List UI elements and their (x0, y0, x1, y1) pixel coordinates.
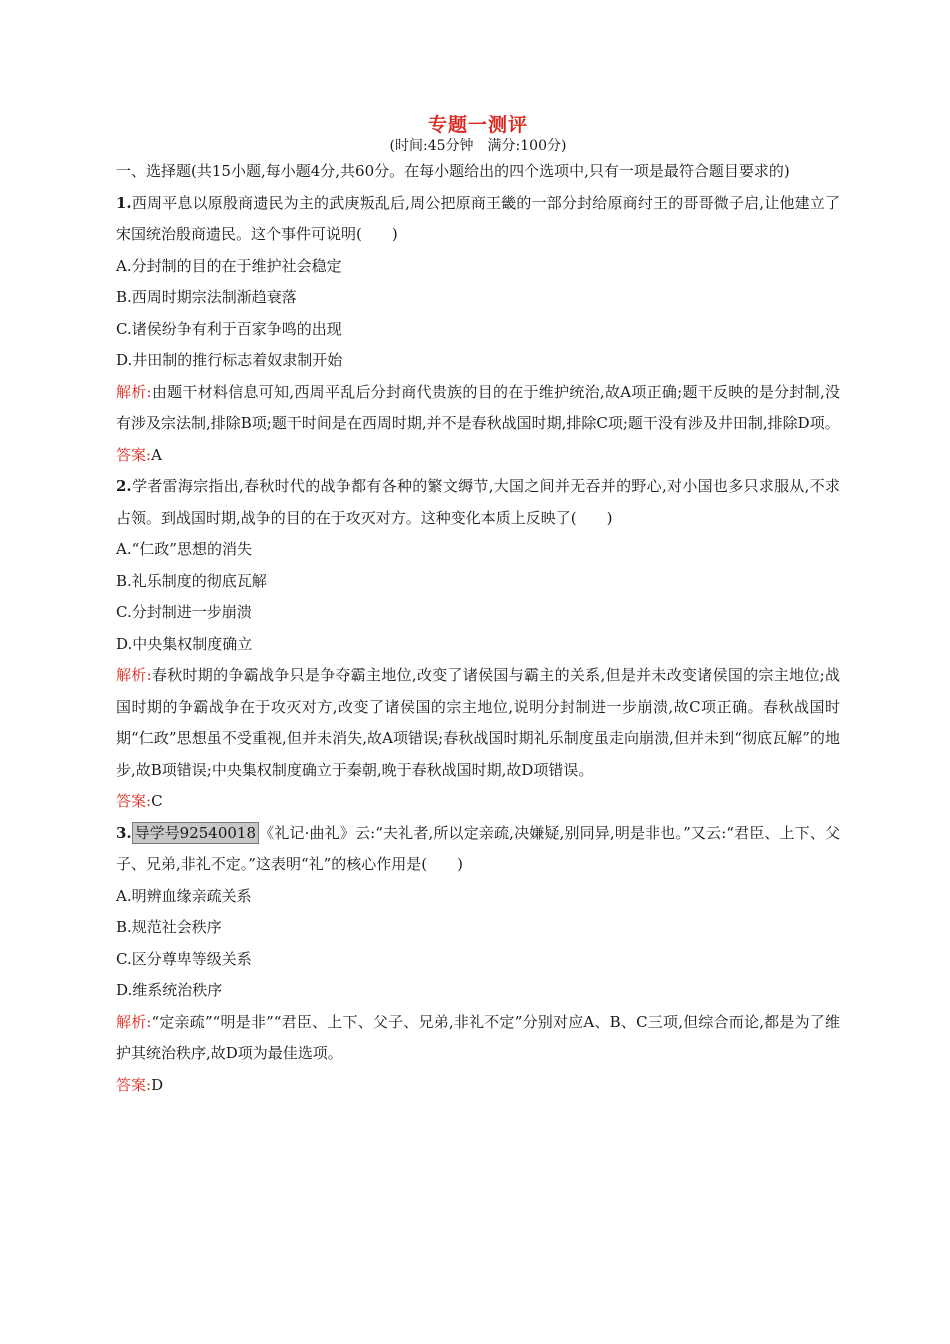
option-c: C.区分尊卑等级关系 (116, 949, 252, 968)
question-text: 西周平息以原殷商遗民为主的武庚叛乱后,周公把原商王畿的一部分封给原商纣王的哥哥微子启,让他建立了宋国统治殷商遗民。这个事件可说明( ) (116, 193, 840, 243)
answer-value: A (151, 445, 162, 464)
answer-value: C (151, 792, 163, 810)
answer-value: D (151, 1075, 164, 1094)
option-a: A.分封制的目的在于维护社会稳定 (116, 256, 342, 275)
analysis (116, 1007, 840, 1070)
question-text: 《礼记·曲礼》云:“夫礼者,所以定亲疏,决嫌疑,别同异,明是非也。”又云:“君臣、上下、父子、兄弟,非礼不定。”这表明“礼”的核心作用是( ) (116, 823, 840, 873)
question-stem (116, 471, 840, 534)
answer (116, 1070, 840, 1102)
option-c: C.诸侯纷争有利于百家争鸣的出现 (116, 319, 342, 338)
option-b: B.礼乐制度的彻底瓦解 (116, 571, 267, 590)
option-c: C.分封制进一步崩溃 (116, 603, 252, 621)
answer-label: 答案: (116, 445, 152, 464)
option-b: B.规范社会秩序 (116, 918, 222, 936)
question-text: 学者雷海宗指出,春秋时代的战争都有各种的繁文缛节,大国之间并无吞并的野心,对小国也多只求服从,不求占领。到战国时期,战争的目的在于攻灭对方。这种变化本质上反映了( ) (116, 477, 840, 527)
answer-label: 答案: (116, 792, 152, 810)
document-page (116, 112, 840, 1101)
answer (116, 440, 840, 472)
question-stem (116, 818, 840, 881)
guide-number-tag[interactable]: 导学号92540018 (132, 822, 259, 844)
page-title: 专题一测评 (427, 114, 528, 136)
question-2 (116, 471, 840, 818)
question-1 (116, 188, 840, 472)
analysis (116, 660, 840, 786)
option-a: A.明辨血缘亲疏关系 (116, 886, 252, 905)
analysis-text: 春秋时期的争霸战争只是争夺霸主地位,改变了诸侯国与霸主的关系,但是并未改变诸侯国的宗主地位;战国时期的争霸战争在于攻灭对方,改变了诸侯国的宗主地位,说明分封制进一步崩溃,故C项正确。春秋战国时期“仁政”思想虽不受重视,但并未消失,故A项错误;春秋战国时期礼乐制度虽走向崩溃,但并未到“彻底瓦解”的地步,故B项错误;中央集权制度确立于秦朝,晚于春秋战国时期,故D项错误。 (116, 666, 840, 779)
analysis (116, 377, 840, 440)
answer (116, 786, 840, 818)
question-number: 1. (116, 193, 132, 212)
analysis-label: 解析: (116, 382, 152, 401)
option-b: B.西周时期宗法制渐趋衰落 (116, 288, 297, 306)
section-heading: 一、选择题(共15小题,每小题4分,共60分。在每小题给出的四个选项中,只有一项是最符合题目要求的) (116, 162, 790, 180)
answer-label: 答案: (116, 1075, 152, 1094)
question-number: 2. (116, 477, 132, 495)
analysis-label: 解析: (116, 666, 152, 684)
question-stem (116, 188, 840, 251)
option-d: D.维系统治秩序 (116, 981, 223, 999)
option-d: D.井田制的推行标志着奴隶制开始 (116, 351, 343, 369)
option-d: D.中央集权制度确立 (116, 634, 253, 653)
question-number: 3. (116, 823, 132, 842)
option-a: A.“仁政”思想的消失 (116, 540, 252, 558)
question-3 (116, 818, 840, 1102)
analysis-text: “定亲疏”“明是非”“君臣、上下、父子、兄弟,非礼不定”分别对应A、B、C三项,但综合而论,都是为了维护其统治秩序,故D项为最佳选项。 (116, 1012, 840, 1062)
analysis-text: 由题干材料信息可知,西周平乱后分封商代贵族的目的在于维护统治,故A项正确;题干反映的是分封制,没有涉及宗法制,排除B项;题干时间是在西周时期,并不是春秋战国时期,排除C项;题干没有涉及井田制,排除D项。 (116, 382, 840, 432)
analysis-label: 解析: (116, 1012, 152, 1031)
exam-time-score: (时间:45分钟 满分:100分) (389, 138, 567, 154)
